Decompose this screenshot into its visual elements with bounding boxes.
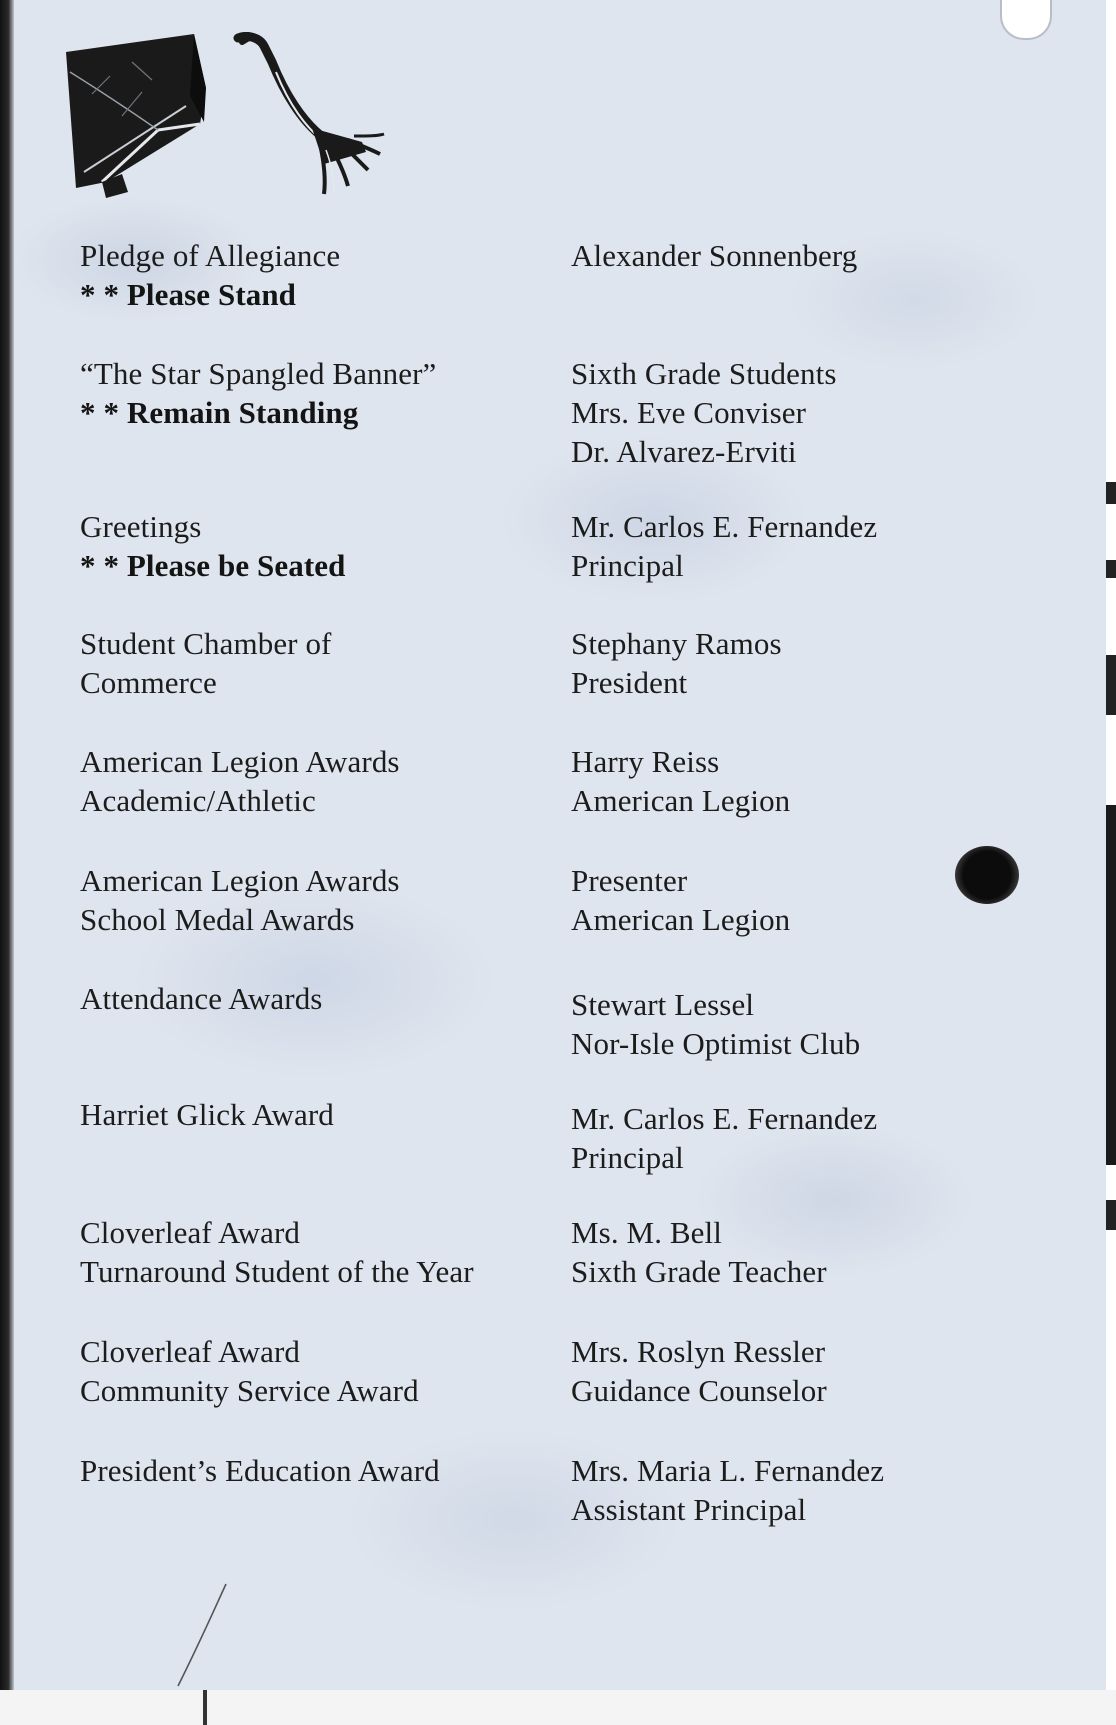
program-item-presenter: [571, 985, 1071, 1063]
item-title-line: American Legion Awards: [80, 744, 400, 779]
presenter-line: Sixth Grade Students: [571, 356, 837, 391]
edge-mark: [1106, 655, 1116, 715]
program-item-presenter: [571, 1099, 1071, 1177]
item-title-line: “The Star Spangled Banner”: [80, 356, 437, 391]
program-item-title: [80, 979, 550, 1018]
audience-cue: * * Please Stand: [80, 277, 297, 312]
presenter-line: Principal: [571, 1140, 684, 1175]
edge-mark: [1106, 1200, 1116, 1230]
program-item-title: [80, 1095, 550, 1134]
item-title-line: Cloverleaf Award: [80, 1334, 300, 1369]
punch-hole: [955, 846, 1019, 904]
item-title-line: Turnaround Student of the Year: [80, 1254, 474, 1289]
presenter-line: American Legion: [571, 902, 791, 937]
presenter-line: Mr. Carlos E. Fernandez: [571, 1101, 878, 1136]
scanner-margin-bottom: [0, 1690, 1116, 1725]
item-title-line: Commerce: [80, 665, 217, 700]
presenter-line: Ms. M. Bell: [571, 1215, 722, 1250]
presenter-line: Stewart Lessel: [571, 987, 755, 1022]
audience-cue: * * Please be Seated: [80, 548, 346, 583]
program-item-title: [80, 624, 550, 702]
presenter-line: Mrs. Roslyn Ressler: [571, 1334, 826, 1369]
presenter-line: Dr. Alvarez-Erviti: [571, 434, 797, 469]
presenter-line: Alexander Sonnenberg: [571, 238, 858, 273]
presenter-line: Sixth Grade Teacher: [571, 1254, 827, 1289]
program-item-presenter: [571, 507, 1071, 585]
presenter-line: Guidance Counselor: [571, 1373, 827, 1408]
item-title-line: School Medal Awards: [80, 902, 355, 937]
edge-mark: [203, 1690, 207, 1725]
program-item-title: [80, 1332, 550, 1410]
presenter-line: Mr. Carlos E. Fernandez: [571, 509, 878, 544]
item-title-line: American Legion Awards: [80, 863, 400, 898]
edge-mark: [1106, 805, 1116, 1165]
graduation-cap-and-tassel-icon: [62, 32, 412, 217]
item-title-line: President’s Education Award: [80, 1453, 440, 1488]
program-item-title: [80, 742, 550, 820]
presenter-line: Principal: [571, 548, 684, 583]
item-title-line: Attendance Awards: [80, 981, 323, 1016]
program-item-presenter: [571, 354, 1071, 471]
item-title-line: Student Chamber of: [80, 626, 332, 661]
item-title-line: Academic/Athletic: [80, 783, 316, 818]
audience-cue: * * Remain Standing: [80, 395, 359, 430]
item-title-line: Harriet Glick Award: [80, 1097, 334, 1132]
program-item-title: [80, 861, 550, 939]
presenter-line: Harry Reiss: [571, 744, 720, 779]
program-item-presenter: [571, 624, 1071, 702]
program-item-presenter: [571, 1451, 1071, 1529]
binding-edge: [0, 0, 14, 1725]
program-item-presenter: [571, 1213, 1071, 1291]
presenter-line: American Legion: [571, 783, 791, 818]
presenter-line: Assistant Principal: [571, 1492, 807, 1527]
tassel-icon: [238, 36, 384, 194]
presenter-line: Stephany Ramos: [571, 626, 782, 661]
pen-mark: [174, 1580, 234, 1690]
program-item-title: [80, 1451, 550, 1490]
item-title-line: Pledge of Allegiance: [80, 238, 341, 273]
item-title-line: Greetings: [80, 509, 202, 544]
presenter-line: Mrs. Maria L. Fernandez: [571, 1453, 885, 1488]
program-sheet: [14, 0, 1108, 1690]
program-item-presenter: [571, 236, 1071, 275]
presenter-line: Presenter: [571, 863, 688, 898]
program-item-presenter: [571, 742, 1071, 820]
program-item-title: [80, 236, 550, 314]
presenter-line: President: [571, 665, 688, 700]
presenter-line: Nor-Isle Optimist Club: [571, 1026, 861, 1061]
program-item-title: [80, 1213, 550, 1291]
program-item-title: [80, 354, 550, 432]
program-item-title: [80, 507, 550, 585]
program-item-presenter: [571, 1332, 1071, 1410]
mortarboard-icon: [66, 34, 206, 198]
item-title-line: Cloverleaf Award: [80, 1215, 300, 1250]
presenter-line: Mrs. Eve Conviser: [571, 395, 807, 430]
item-title-line: Community Service Award: [80, 1373, 419, 1408]
edge-mark: [1106, 482, 1116, 504]
edge-mark: [1106, 560, 1116, 578]
